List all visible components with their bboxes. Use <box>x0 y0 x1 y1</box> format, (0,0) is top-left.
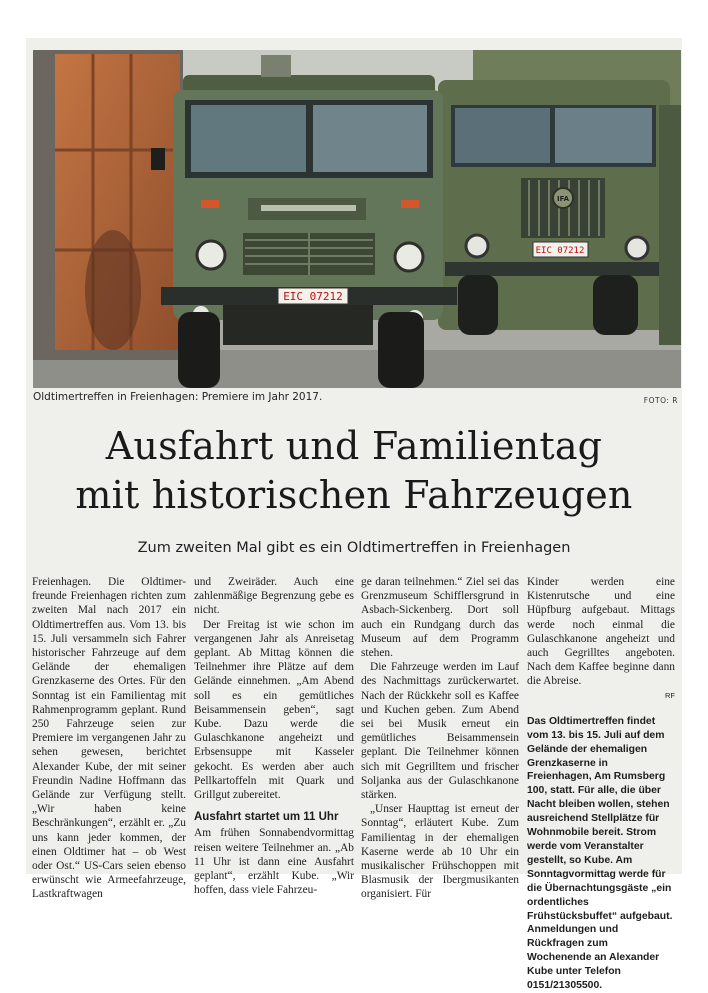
article-photo <box>33 50 681 388</box>
article-paragraph: und Zweiräder. Auch eine zahlenmäßige Begrenzung gebe es nicht. <box>194 576 354 617</box>
article-column-3 <box>361 575 519 902</box>
article-paragraph: Kinder werden eine Kistenrutsche und eine Hüpfburg aufgebaut. Mittags werde noch einmal die Gulaschkanone angeheizt und auch Gegrilltes angeboten. Nach dem Kaffee beginne dann die Abreise. <box>527 576 675 688</box>
article-paragraph: Die Fahrzeuge werden im Lauf des Nachmittags zurückerwartet. Nach der Rückkehr soll es Kaffee und Kuchen geben. Zum Abend sei bei Musik erneut ein gemütliches Beisammensein geplant. Die Teilnehmer können sich mit Gegrilltem und frischer Soljanka aus der Gulaschkanone stärken. <box>361 661 519 802</box>
subheadline: Zum zweiten Mal gibt es ein Oldtimertreffen in Freienhagen <box>137 540 571 556</box>
article-paragraph: Der Freitag ist wie schon im vergangenen Jahr als Anreisetag geplant. Ab Mittag können die Teilnehmer ihre Plätze auf dem Gelände einnehmen. „Am Abend soll es ein gemütliches Beisammensein geben“, sagt Kube. Dazu werde die Gulaschkanone angeheizt und Erbsensuppe mit Kasseler gekocht. Es werden aber auch Pellkartoffeln mit Quark und Grillgut zubereitet. <box>194 618 354 802</box>
article-column-1 <box>32 575 186 902</box>
article-paragraph: Am frühen Sonnabendvormittag reisen weitere Teilnehmer an. „Ab 11 Uhr ist dann eine Ausfahrt geplant“, erzählt Kube. „Wir hoffen, dass viele Fahrzeu- <box>194 827 354 897</box>
author-initials: RF <box>665 690 675 700</box>
article-column-2 <box>194 575 354 897</box>
license-plate-right: EIC 07212 <box>535 246 585 256</box>
truck-photo-illustration <box>33 50 681 388</box>
photo-credit: FOTO: R <box>643 396 678 405</box>
article-column-4 <box>527 575 675 993</box>
photo-caption: Oldtimertreffen in Freienhagen: Premiere im Jahr 2017. <box>33 391 323 403</box>
ifa-badge: IFA <box>556 195 570 203</box>
article-paragraph: Freienhagen. Die Oldtimer-freunde Freienhagen richten zum zweiten Mal nach 2017 ein Oldtimertreffen aus. Vom 13. bis 15. Juli versammeln sich Fahrer historischer Fahrzeuge auf dem Gelände der ehemaligen Grenzkaserne des Ortes. Für den Sonntag ist ein Familientag mit Rahmenprogramm geplant. Rund 250 Fahrzeuge seien zur Premiere im vergangenen Jahr zu sehen gewesen, berichtet Alexander Kube, der mit seiner Freundin Nadine Hoffmann das Gelände zur Verfügung stellt. „Wir haben keine Beschränkungen“, erzählt er. „Zu uns kann jeder kommen, der einen Oldtimer hat – ob West oder Ost.“ US-Cars seien ebenso erwünscht wie Armeefahrzeuge, Lastkraftwagen <box>32 576 186 901</box>
article-paragraph: ge daran teilnehmen.“ Ziel sei das Grenzmuseum Schifflersgrund in Asbach-Sickenberg. Dort soll auch ein Rundgang durch das Museum auf dem Programm stehen. <box>361 576 519 660</box>
section-subhead: Ausfahrt startet um 11 Uhr <box>194 811 339 824</box>
headline <box>26 422 682 520</box>
headline-line-2: mit historischen Fahrzeugen <box>75 473 633 517</box>
license-plate-left: EIC 07212 <box>283 290 343 303</box>
article-paragraph: „Unser Haupttag ist erneut der Sonntag“, erläutert Kube. Zum Familientag in der ehemaligen Kaserne werde ab 10 Uhr ein musikalischer Frühschoppen mit Blasmusik der Ibergmusikanten organisiert. Für <box>361 803 519 901</box>
info-box: Das Oldtimertreffen findet vom 13. bis 15. Juli auf dem Gelände der ehemaligen Grenzkaserne in Freienhagen, Am Rumsberg 100, statt. Für alle, die über Nacht bleiben wollen, stehen ausreichend Stellplätze für Wohnmobile bereit. Strom werde vom Veranstalter gestellt, so Kube. Am Sonntagvormittag werde für die Übernachtungsgäste „ein ordentliches Frühstücksbuffet“ aufgebaut. Anmeldungen und Rückfragen zum Wochenende an Alexander Kube unter Telefon 0151/21305500. <box>527 715 673 992</box>
headline-line-1: Ausfahrt und Familientag <box>105 424 603 468</box>
